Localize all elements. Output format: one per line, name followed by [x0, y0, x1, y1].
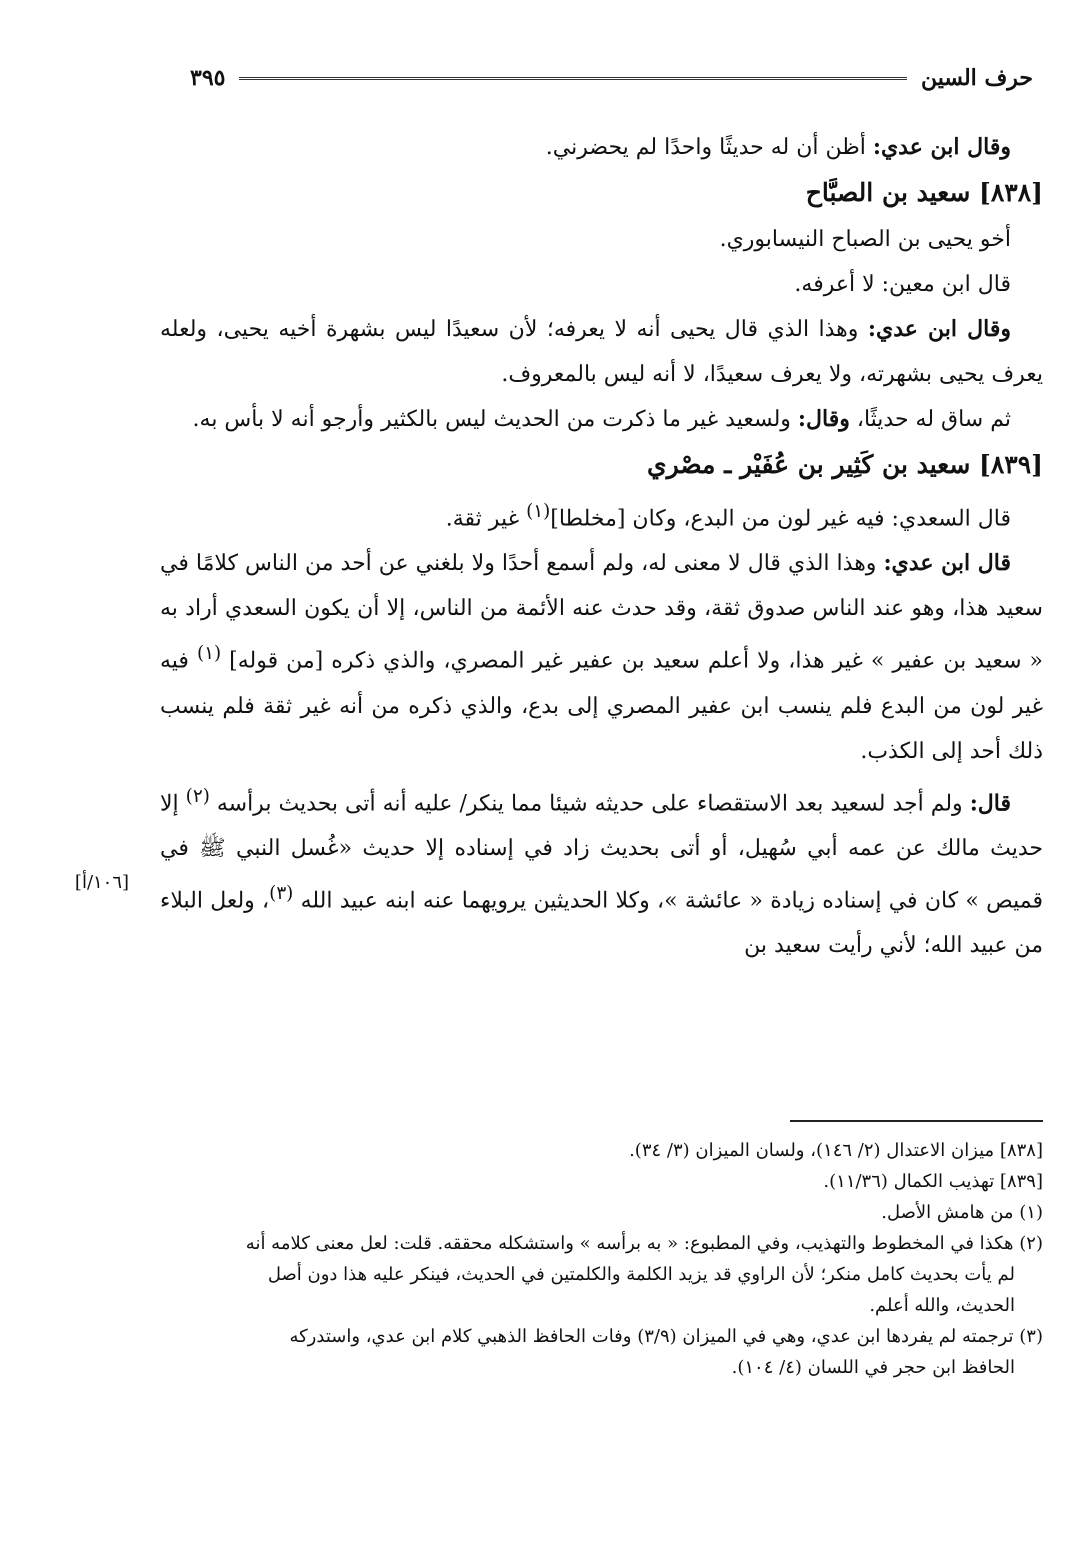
paragraph-text: قال السعدي: فيه غير لون من البدع، وكان [مخلطا] — [550, 506, 1011, 532]
paragraph — [160, 397, 1043, 442]
footnote-continuation: لم يأت بحديث كامل منكر؛ لأن الراوي قد يزيد الكلمة والكلمتين في الحديث، فينكر عليه هذا دون أصل — [267, 1264, 1015, 1285]
paragraph-text: ولم أجد لسعيد بعد الاستقصاء على حديثه شيئا مما ينكر/ عليه أنه أتى بحديث برأسه — [209, 790, 970, 816]
footnote-marker: (٣) — [269, 882, 294, 904]
paragraph-text: إلا حديث مالك عن عمه أبي سُهيل، أو أتى بحديث زاد في إسناده إلا حديث «غُسل النبي ﷺ في قميص » كان في إسناده زيادة « عائشة »، وكلا الحديثين يرويهما عنه ابنه عبيد الله — [160, 790, 1043, 914]
paragraph — [160, 489, 1043, 541]
paragraph — [160, 307, 1043, 397]
footnote-marker: (٢) — [185, 785, 210, 807]
speaker-lead: وقال: — [797, 406, 850, 432]
paragraph — [160, 125, 1043, 170]
footnote: (٢) هكذا في المخطوط والتهذيب، وفي المطبوع: « به برأسه » واستشكله محققه. قلت: لعل معنى كلامه أنه — [245, 1233, 1043, 1254]
entry-heading — [160, 442, 1043, 489]
footnote: (٣) ترجمته لم يفردها ابن عدي، وهي في الميزان (٣/٩) وفات الحافظ الذهبي كلام ابن عدي، واستدركه — [289, 1326, 1043, 1347]
header-rule — [239, 77, 907, 80]
paragraph-text: ثم ساق له حديثًا، — [849, 407, 1011, 432]
speaker-lead: قال: — [969, 789, 1012, 816]
entry-heading — [160, 170, 1043, 217]
footnote: [٨٣٨] ميزان الاعتدال (٢/ ١٤٦)، ولسان الميزان (٣/ ٣٤). — [629, 1140, 1043, 1161]
paragraph — [160, 774, 1043, 969]
footnote: [٨٣٩] تهذيب الكمال (١١/٣٦). — [823, 1171, 1043, 1192]
paragraph-text: أظن أن له حديثًا واحدًا لم يحضرني. — [545, 135, 873, 160]
entry-839-title: [٨٣٩] سعيد بن كَثِير بن عُفَيْر ـ مصْري — [647, 450, 1043, 479]
footnote-continuation: الحديث، والله أعلم. — [869, 1295, 1015, 1316]
main-text — [160, 125, 1043, 968]
paragraph — [160, 541, 1043, 773]
page-number: ٣٩٥ — [190, 65, 226, 91]
footnote-continuation: الحافظ ابن حجر في اللسان (٤/ ١٠٤). — [731, 1357, 1015, 1378]
paragraph-text: وهذا الذي قال لا معنى له، ولم أسمع أحدًا ولا بلغني عن أحد من الناس كلامًا في سعيد هذا، وهو عند الناس صدوق ثقة، وقد حدث عنه الأئمة من الناس، إلا أن يكون السعدي أراد به « سعيد بن عفير » غير هذا، ولا أعلم سعيد بن عفير غير المصري، والذي ذكره [من قوله] — [160, 551, 1044, 674]
paragraph-text: ، ولعل البلاء من عبيد الله؛ لأني رأيت سعيد بن — [160, 888, 1043, 959]
paragraph-text: وهذا الذي قال يحيى أنه لا يعرفه؛ لأن سعيدًا ليس بشهرة أخيه يحيى، ولعله يعرف يحيى بشهرته، ولا يعرف سعيدًا، لا أنه ليس بالمعروف. — [160, 317, 1043, 387]
footnote-separator — [790, 1120, 1043, 1122]
speaker-lead: وقال ابن عدي: — [872, 134, 1011, 160]
footnote: (١) من هامش الأصل. — [881, 1202, 1043, 1223]
paragraph: أخو يحيى بن الصباح النيسابوري. — [719, 227, 1011, 252]
section-name: حرف السين — [920, 65, 1033, 91]
paragraph: قال ابن معين: لا أعرفه. — [794, 272, 1011, 297]
entry-838-title: [٨٣٨] سعيد بن الصبَّاح — [805, 178, 1043, 207]
footnotes — [160, 1135, 1043, 1383]
paragraph-text: فيه غير لون من البدع فلم ينسب ابن عفير المصري إلى بدع، والذي ذكره من أنه غير ثقة فلم ينسب ذلك أحد إلى الكذب. — [160, 648, 1043, 764]
footnote-marker: (١) — [196, 643, 222, 665]
footnote-marker: (١) — [526, 501, 551, 522]
speaker-lead: قال ابن عدي: — [883, 550, 1011, 577]
margin-folio-ref: [١٠٦/أ] — [74, 872, 130, 893]
speaker-lead: وقال ابن عدي: — [867, 316, 1011, 342]
paragraph-text: غير ثقة. — [445, 506, 527, 532]
page-header — [190, 58, 1033, 98]
paragraph-text: ولسعيد غير ما ذكرت من الحديث ليس بالكثير وأرجو أنه لا بأس به. — [192, 407, 798, 432]
